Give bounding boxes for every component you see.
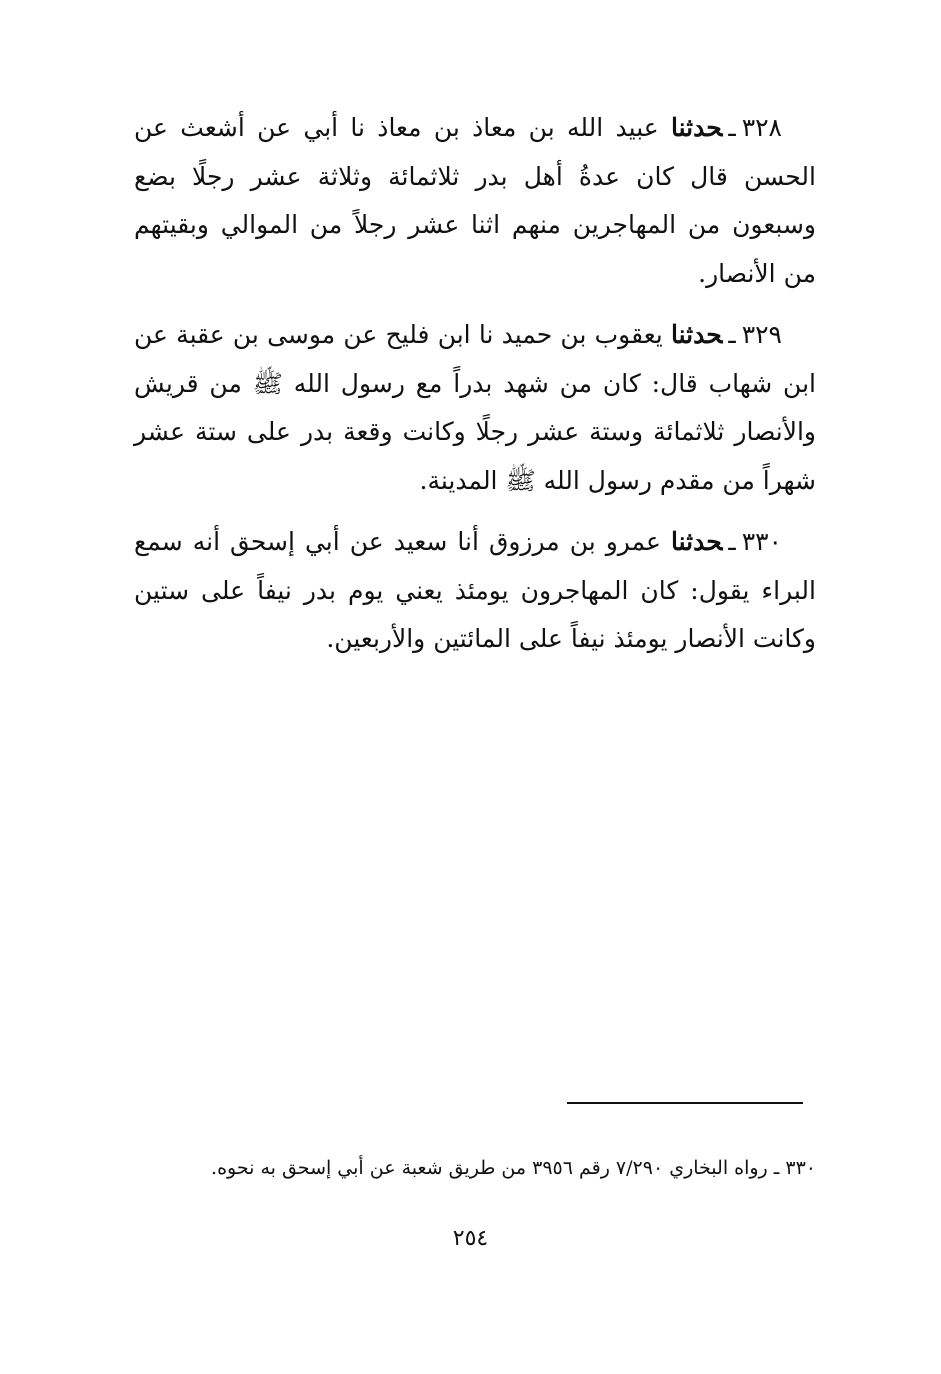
- hadith-lead-word: حدثنا: [670, 113, 723, 142]
- hadith-paragraph: [134, 518, 816, 664]
- hadith-number: ٣٢٩: [741, 320, 782, 349]
- hadith-lead-word: حدثنا: [670, 320, 723, 349]
- hadith-number: ٣٢٨: [741, 113, 782, 142]
- hadith-dash: ـ: [728, 113, 736, 142]
- hadith-dash: ـ: [728, 320, 736, 349]
- hadith-text: عمرو بن مرزوق أنا سعيد عن أبي إسحق أنه سمع البراء يقول: كان المهاجرون يومئذ يعني يوم بدر نيفاً على ستين وكانت الأنصار يومئذ نيفاً على المائتين والأربعين.: [134, 527, 816, 653]
- main-text: [134, 104, 816, 677]
- hadith-paragraph: [134, 311, 816, 505]
- page-number: ٢٥٤: [452, 1226, 489, 1251]
- hadith-lead-word: حدثنا: [670, 527, 723, 556]
- hadith-paragraph: [134, 104, 816, 298]
- hadith-dash: ـ: [728, 527, 736, 556]
- hadith-text: عبيد الله بن معاذ بن معاذ نا أبي عن أشعث عن الحسن قال كان عدةُ أهل بدر ثلاثمائة وثلاثة عشر رجلًا بضع وسبعون من المهاجرين منهم اثنا عشر رجلاً من الموالي وبقيتهم من الأنصار.: [134, 113, 816, 288]
- hadith-text: يعقوب بن حميد نا ابن فليح عن موسى بن عقبة عن ابن شهاب قال: كان من شهد بدراً مع رسول الله ﷺ من قريش والأنصار ثلاثمائة وستة عشر رجلًا وكانت وقعة بدر على ستة عشر شهراً من مقدم رسول الله ﷺ المدينة.: [134, 320, 816, 495]
- hadith-number: ٣٣٠: [741, 527, 782, 556]
- footnote: ٣٣٠ ـ رواه البخاري ٧/٢٩٠ رقم ٣٩٥٦ من طريق شعبة عن أبي إسحق به نحوه.: [211, 1157, 816, 1179]
- footnote-divider: [567, 1102, 803, 1104]
